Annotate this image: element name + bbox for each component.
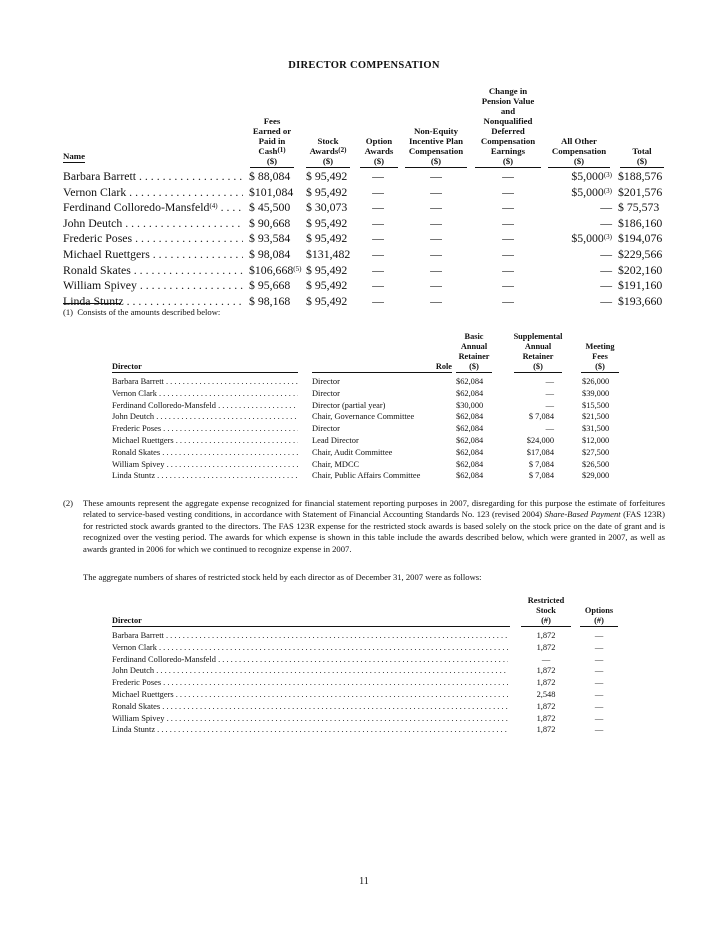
table-row <box>0 263 728 278</box>
pension-value: — <box>502 262 514 277</box>
fn2-options: — <box>594 713 604 723</box>
stock-awards-value: $ 95,492 <box>306 215 348 230</box>
fn2-options: — <box>594 725 604 735</box>
director-name: Frederic Poses <box>63 231 133 246</box>
nonequity-value: — <box>430 247 442 261</box>
total-value: $188,576 <box>618 169 663 183</box>
fn2-restricted: 1,872 <box>536 725 556 735</box>
fn1-role: Director <box>312 424 340 434</box>
fees-footnote-ref: (5) <box>293 264 302 273</box>
footnote-divider <box>63 303 121 304</box>
fn1-header-supplemental: Supplemental Annual Retainer ($) <box>513 332 563 371</box>
fn1-row <box>0 459 728 471</box>
total-value: $201,576 <box>618 184 663 199</box>
fn1-supplemental: $ 7,084 <box>528 459 554 469</box>
fn1-meeting: $21,500 <box>582 412 610 422</box>
option-awards-value: — <box>372 184 384 199</box>
header-name: Name <box>63 151 85 161</box>
fn1-director: Ferdinand Colloredo-Mansfeld . . . <box>112 400 298 412</box>
fn2-row <box>0 713 728 725</box>
fn2-restricted: — <box>541 654 551 664</box>
fn1-basic: $62,084 <box>456 424 484 434</box>
stock-awards-value: $ 95,492 <box>306 278 348 293</box>
option-awards-value: — <box>372 215 384 230</box>
other-comp-cell <box>540 169 612 184</box>
stock-awards-value: $ 95,492 <box>306 293 348 308</box>
fn1-director: Vernon Clark . . . <box>112 388 298 400</box>
fn1-role: Director <box>312 377 340 386</box>
fn1-supplemental: — <box>545 388 554 398</box>
fn1-basic: $62,084 <box>456 436 484 445</box>
other-comp-cell <box>540 263 612 278</box>
other-comp-value: $5,000 <box>571 169 604 183</box>
fees-cell <box>249 169 305 184</box>
fn1-header-basic: Basic Annual Retainer ($) <box>454 332 494 373</box>
row-name <box>63 216 243 231</box>
pension-value: — <box>502 231 514 246</box>
fn1-role: Chair, Audit Committee <box>312 447 393 457</box>
stock-awards-value: $ 95,492 <box>306 169 348 183</box>
nonequity-value: — <box>430 293 442 308</box>
table-row <box>0 169 728 184</box>
fn2-row <box>0 689 728 701</box>
fn1-meeting: $15,500 <box>582 400 610 410</box>
fn1-supplemental: — <box>545 377 554 386</box>
fn2-options: — <box>594 642 604 652</box>
fn2-restricted: 1,872 <box>536 666 556 676</box>
option-awards-value: — <box>372 247 384 261</box>
fn1-row <box>0 411 728 423</box>
fn1-row <box>0 435 728 447</box>
fn1-meeting: $12,000 <box>582 436 610 445</box>
fn2-row <box>0 642 728 654</box>
fn2-director: William Spivey . . . <box>112 713 508 725</box>
director-name: Ferdinand Colloredo-Mansfeld <box>63 200 210 215</box>
fn2-restricted: 1,872 <box>536 678 556 688</box>
pension-value: — <box>502 278 514 293</box>
header-total: Total ($) <box>618 146 666 168</box>
pension-value: — <box>502 293 514 308</box>
header-fees: Fees Earned or Paid in Cash$^{(1)}$ ($) <box>246 116 298 168</box>
page-title: DIRECTOR COMPENSATION <box>288 60 440 71</box>
footnote-2-text: These amounts represent the aggregate expense recognized for financial statement reporting purposes in 2007, disregarding for this purpose the estimate of forfeitures related to service-based vesting conditions, in accordance with Statement of Financial Accounting Standards No. 123 (revised 2004) Share-Based Payment (FAS 123R) for restricted stock awards granted to the directors. The FAS 123R expense for the restricted stock awards is based solely on the stock price on the date of grant and is recognized over the vesting period. The awards for which expense is shown in this table include the awards described below, which were granted in 2007, as well as awards granted in 2006 for which we continued to recognize expense in 2007. <box>83 498 665 554</box>
fn2-director: Frederic Poses . . . <box>112 677 508 689</box>
fn1-meeting: $26,000 <box>582 377 610 386</box>
row-name <box>63 263 243 278</box>
header-option-awards: Option Awards ($) <box>356 136 402 168</box>
stock-awards-value: $ 30,073 <box>306 200 348 215</box>
footnote-1: (1) Consists of the amounts described below: <box>63 307 221 317</box>
pension-value: — <box>502 215 514 230</box>
fn1-basic: $62,084 <box>456 412 484 422</box>
fn1-supplemental: $ 7,084 <box>528 412 554 422</box>
fees-value: $ 45,500 <box>249 200 291 215</box>
other-comp-value: $5,000 <box>571 231 604 246</box>
stock-awards-value: $ 95,492 <box>306 231 348 246</box>
stock-awards-value: $ 95,492 <box>306 184 348 199</box>
total-value: $ 75,573 <box>618 200 660 215</box>
director-name: Barbara Barrett <box>63 169 137 183</box>
other-comp-value: — <box>600 262 612 277</box>
fn2-options: — <box>594 631 604 640</box>
fn1-meeting: $27,500 <box>582 447 610 457</box>
nonequity-value: — <box>430 169 442 183</box>
pension-value: — <box>502 184 514 199</box>
total-value: $186,160 <box>618 215 663 230</box>
fn1-row <box>0 470 728 482</box>
other-comp-value: — <box>600 200 612 215</box>
fn2-restricted: 1,872 <box>536 631 556 640</box>
option-awards-value: — <box>372 231 384 246</box>
fn1-director: Michael Ruettgers . . . <box>112 435 298 447</box>
page-number: 11 <box>359 876 369 887</box>
nonequity-value: — <box>430 200 442 215</box>
other-comp-value: $5,000 <box>571 184 604 199</box>
pension-value: — <box>502 169 514 183</box>
other-comp-cell <box>540 247 612 262</box>
fn1-header-director: Director <box>112 362 298 373</box>
other-comp-cell <box>540 231 612 246</box>
fn1-director: Frederic Poses . . . <box>112 423 298 435</box>
other-comp-cell <box>540 294 612 309</box>
table-row <box>0 216 728 231</box>
fn2-restricted: 1,872 <box>536 642 556 652</box>
header-all-other: All Other Compensation ($) <box>544 136 614 168</box>
table-row <box>0 247 728 262</box>
total-value: $194,076 <box>618 231 663 246</box>
other-comp-value: — <box>600 278 612 293</box>
other-footnote-ref: (3) <box>603 233 612 242</box>
fn2-director: Ferdinand Colloredo-Mansfeld . . . <box>112 654 508 666</box>
other-comp-value: — <box>600 215 612 230</box>
fn2-row <box>0 724 728 736</box>
table-row <box>0 185 728 200</box>
fn2-director: Linda Stuntz . . . <box>112 724 508 736</box>
stock-awards-value: $131,482 <box>306 247 351 261</box>
fees-cell <box>249 231 305 246</box>
fn1-row <box>0 447 728 459</box>
fn1-basic: $62,084 <box>456 459 484 469</box>
option-awards-value: — <box>372 169 384 183</box>
nonequity-value: — <box>430 262 442 277</box>
fn2-header-restricted: Restricted Stock (#) <box>518 596 574 627</box>
fees-cell <box>249 200 305 215</box>
fn1-basic: $62,084 <box>456 388 484 398</box>
row-name <box>63 231 243 246</box>
director-name: Michael Ruettgers <box>63 247 150 261</box>
fn1-supplemental: — <box>545 424 554 434</box>
fees-value: $ 90,668 <box>249 215 291 230</box>
nonequity-value: — <box>430 231 442 246</box>
fn2-options: — <box>594 654 604 664</box>
fees-cell <box>249 185 305 200</box>
option-awards-value: — <box>372 278 384 293</box>
fn1-header-role: Role <box>312 362 452 373</box>
fees-value: $ 98,084 <box>249 247 291 261</box>
fn2-options: — <box>594 701 604 711</box>
director-name: Vernon Clark <box>63 184 127 199</box>
other-comp-cell <box>540 200 612 215</box>
nonequity-value: — <box>430 215 442 230</box>
fn1-row <box>0 400 728 412</box>
total-value: $229,566 <box>618 247 663 261</box>
fn1-header-meeting: Meeting Fees ($) <box>578 342 622 373</box>
fn2-restricted: 1,872 <box>536 701 556 711</box>
fn2-header-options: Options (#) <box>578 606 620 627</box>
header-pension: Change in Pension Value and Nonqualified Deferred Compensation Earnings ($) <box>472 86 544 168</box>
fn1-role: Director <box>312 388 340 398</box>
pension-value: — <box>502 200 514 215</box>
fn2-director: John Deutch . . . <box>112 665 508 677</box>
fees-cell <box>249 263 305 278</box>
fn1-role: Director (partial year) <box>312 400 386 410</box>
fn2-options: — <box>594 678 604 688</box>
stock-awards-value: $ 95,492 <box>306 262 348 277</box>
fn1-role: Chair, Public Affairs Committee <box>312 471 421 481</box>
fn2-header-director: Director <box>112 616 510 627</box>
fees-cell <box>249 294 305 309</box>
fn1-director: William Spivey . . . <box>112 459 298 471</box>
option-awards-value: — <box>372 200 384 215</box>
fn2-row <box>0 677 728 689</box>
fn1-basic: $30,000 <box>456 400 484 410</box>
other-comp-value: — <box>600 293 612 308</box>
fn2-row <box>0 630 728 642</box>
header-stock-awards: Stock Awards$^{(2)}$ ($) <box>302 136 354 168</box>
fn1-supplemental: $24,000 <box>526 436 554 445</box>
total-value: $202,160 <box>618 262 663 277</box>
fn1-role: Chair, MDCC <box>312 459 360 469</box>
fees-value: $101,084 <box>249 184 294 199</box>
fn1-supplemental: — <box>545 400 554 410</box>
fees-cell <box>249 247 305 262</box>
fn1-director: John Deutch . . . <box>112 411 298 423</box>
director-name: Linda Stuntz <box>63 293 124 308</box>
fn1-meeting: $26,500 <box>582 459 610 469</box>
fn2-row <box>0 665 728 677</box>
row-name <box>63 278 243 293</box>
fn2-restricted: 2,548 <box>536 690 556 699</box>
name-footnote-ref: (4) <box>209 202 218 211</box>
option-awards-value: — <box>372 293 384 308</box>
fn1-basic: $62,084 <box>456 471 484 481</box>
pension-value: — <box>502 247 514 261</box>
fees-value: $ 95,668 <box>249 278 291 293</box>
footnote-2-para2: The aggregate numbers of shares of restricted stock held by each director as of December 31, 2007 were as follows: <box>83 572 482 582</box>
fees-value: $ 88,084 <box>249 169 291 183</box>
fn1-director: Ronald Skates . . . <box>112 447 298 459</box>
fn1-role: Lead Director <box>312 436 359 445</box>
other-footnote-ref: (3) <box>603 171 612 179</box>
footnote-2-marker: (2) <box>63 498 74 508</box>
fn2-director: Ronald Skates . . . <box>112 701 508 713</box>
fn2-options: — <box>594 690 604 699</box>
fn2-director: Barbara Barrett . . . <box>112 630 508 642</box>
fn1-meeting: $29,000 <box>582 471 610 481</box>
fn1-supplemental: $17,084 <box>526 447 554 457</box>
other-comp-cell <box>540 278 612 293</box>
fn2-director: Michael Ruettgers . . . <box>112 689 508 701</box>
fn1-row <box>0 376 728 388</box>
fn1-basic: $62,084 <box>456 447 484 457</box>
row-name <box>63 247 243 262</box>
other-comp-cell <box>540 216 612 231</box>
total-value: $193,660 <box>618 293 663 308</box>
fn1-director: Barbara Barrett . . . <box>112 376 298 388</box>
other-comp-value: — <box>600 247 612 261</box>
fn2-options: — <box>594 666 604 676</box>
fn1-meeting: $31,500 <box>582 424 610 434</box>
other-comp-cell <box>540 185 612 200</box>
fn1-meeting: $39,000 <box>582 388 610 398</box>
table-row <box>0 200 728 215</box>
table-row <box>0 278 728 293</box>
fn1-director: Linda Stuntz . . . <box>112 470 298 482</box>
fn1-row <box>0 388 728 400</box>
fn2-row <box>0 701 728 713</box>
fn1-row <box>0 423 728 435</box>
fn2-director: Vernon Clark . . . <box>112 642 508 654</box>
nonequity-value: — <box>430 184 442 199</box>
fees-cell <box>249 278 305 293</box>
other-footnote-ref: (3) <box>603 186 612 195</box>
fees-value: $ 98,168 <box>249 293 291 308</box>
director-name: John Deutch <box>63 215 123 230</box>
fn2-restricted: 1,872 <box>536 713 556 723</box>
fees-cell <box>249 216 305 231</box>
row-name <box>63 185 243 200</box>
option-awards-value: — <box>372 262 384 277</box>
row-name <box>63 200 243 215</box>
fn1-role: Chair, Governance Committee <box>312 412 415 422</box>
fn2-row <box>0 654 728 666</box>
director-name: Ronald Skates <box>63 262 131 277</box>
fn1-supplemental: $ 7,084 <box>528 471 554 481</box>
header-nonequity: Non-Equity Incentive Plan Compensation ($) <box>402 126 470 168</box>
total-value: $191,160 <box>618 278 663 293</box>
fees-value: $ 93,584 <box>249 231 291 246</box>
director-name: William Spivey <box>63 278 137 293</box>
nonequity-value: — <box>430 278 442 293</box>
row-name <box>63 169 243 184</box>
fn1-basic: $62,084 <box>456 377 484 386</box>
table-row <box>0 231 728 246</box>
fees-value: $106,668 <box>249 262 294 277</box>
